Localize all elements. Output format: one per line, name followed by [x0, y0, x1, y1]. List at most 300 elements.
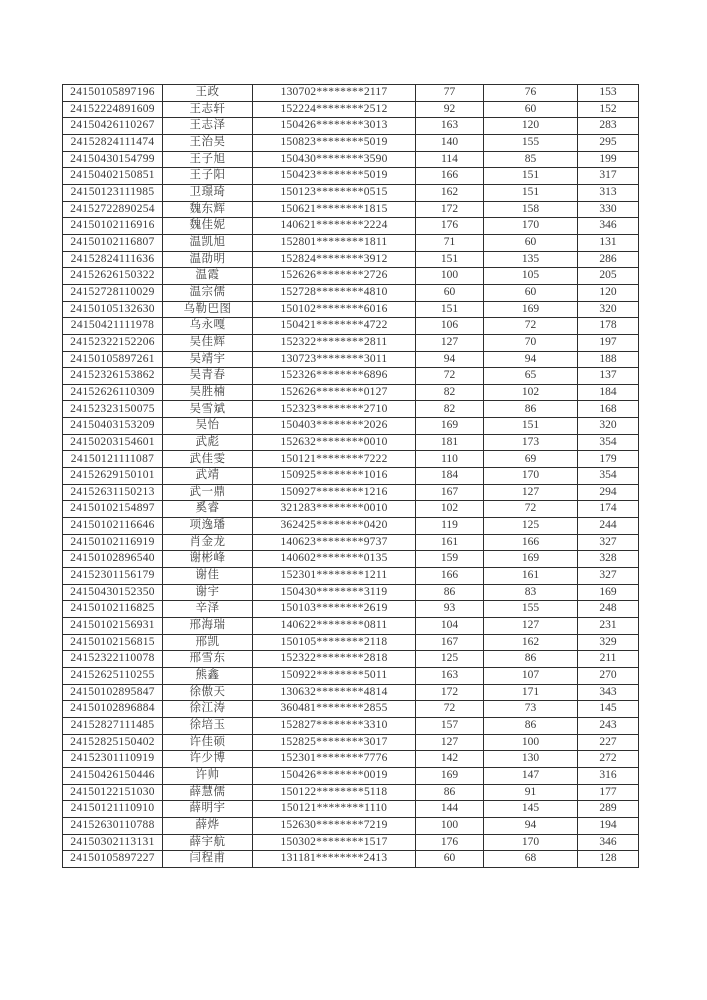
table-row — [63, 534, 639, 551]
table-row — [63, 101, 639, 118]
cell-total: 174 — [578, 501, 639, 518]
cell-id-number: 152630********7219 — [253, 817, 416, 834]
cell-score-2: 130 — [484, 751, 578, 768]
cell-id-number: 150430********3590 — [253, 151, 416, 168]
cell-name: 邢雪东 — [163, 651, 253, 668]
cell-total: 227 — [578, 734, 639, 751]
cell-score-2: 170 — [484, 218, 578, 235]
cell-id-number: 152322********2818 — [253, 651, 416, 668]
score-table — [62, 84, 639, 868]
cell-score-2: 60 — [484, 284, 578, 301]
cell-score-2: 105 — [484, 268, 578, 285]
cell-score-1: 82 — [416, 401, 484, 418]
table-row — [63, 801, 639, 818]
cell-exam-number: 24152626150322 — [63, 268, 163, 285]
cell-score-2: 72 — [484, 501, 578, 518]
cell-name: 王政 — [163, 85, 253, 102]
cell-name: 薛宇航 — [163, 834, 253, 851]
cell-total: 194 — [578, 817, 639, 834]
cell-id-number: 150426********3013 — [253, 118, 416, 135]
cell-id-number: 150927********1216 — [253, 484, 416, 501]
cell-score-2: 171 — [484, 684, 578, 701]
cell-total: 184 — [578, 384, 639, 401]
cell-id-number: 150426********0019 — [253, 767, 416, 784]
cell-score-2: 86 — [484, 401, 578, 418]
cell-score-2: 86 — [484, 651, 578, 668]
cell-exam-number: 24152827111485 — [63, 717, 163, 734]
cell-id-number: 152326********6896 — [253, 368, 416, 385]
cell-id-number: 152301********7776 — [253, 751, 416, 768]
cell-total: 346 — [578, 834, 639, 851]
cell-score-2: 151 — [484, 418, 578, 435]
cell-score-2: 151 — [484, 184, 578, 201]
cell-id-number: 131181********2413 — [253, 851, 416, 868]
cell-score-2: 60 — [484, 101, 578, 118]
cell-name: 武彪 — [163, 434, 253, 451]
cell-total: 137 — [578, 368, 639, 385]
cell-score-2: 170 — [484, 834, 578, 851]
cell-score-2: 161 — [484, 568, 578, 585]
cell-exam-number: 24152322110078 — [63, 651, 163, 668]
table-row — [63, 184, 639, 201]
cell-name: 吴怡 — [163, 418, 253, 435]
table-row — [63, 384, 639, 401]
cell-total: 177 — [578, 784, 639, 801]
table-row — [63, 834, 639, 851]
cell-score-2: 155 — [484, 601, 578, 618]
cell-total: 169 — [578, 584, 639, 601]
table-row — [63, 667, 639, 684]
cell-exam-number: 24150402150851 — [63, 168, 163, 185]
cell-score-1: 77 — [416, 85, 484, 102]
cell-name: 乌勒巴图 — [163, 301, 253, 318]
cell-id-number: 140622********0811 — [253, 618, 416, 635]
table-row — [63, 551, 639, 568]
cell-total: 295 — [578, 134, 639, 151]
cell-score-1: 71 — [416, 234, 484, 251]
cell-exam-number: 24150102116825 — [63, 601, 163, 618]
table-row — [63, 301, 639, 318]
cell-exam-number: 24150203154601 — [63, 434, 163, 451]
cell-score-2: 170 — [484, 468, 578, 485]
cell-name: 薛慧儒 — [163, 784, 253, 801]
cell-score-2: 100 — [484, 734, 578, 751]
cell-exam-number: 24150121111087 — [63, 451, 163, 468]
cell-score-1: 86 — [416, 584, 484, 601]
cell-id-number: 321283********0010 — [253, 501, 416, 518]
cell-name: 温霞 — [163, 268, 253, 285]
cell-id-number: 152824********3912 — [253, 251, 416, 268]
cell-name: 谢佳 — [163, 568, 253, 585]
cell-total: 270 — [578, 667, 639, 684]
cell-total: 188 — [578, 351, 639, 368]
cell-name: 奚睿 — [163, 501, 253, 518]
cell-id-number: 152626********0127 — [253, 384, 416, 401]
cell-exam-number: 24150105897261 — [63, 351, 163, 368]
cell-score-2: 76 — [484, 85, 578, 102]
cell-score-1: 86 — [416, 784, 484, 801]
cell-score-2: 166 — [484, 534, 578, 551]
cell-id-number: 150403********2026 — [253, 418, 416, 435]
cell-exam-number: 24152825150402 — [63, 734, 163, 751]
cell-score-1: 72 — [416, 368, 484, 385]
cell-total: 317 — [578, 168, 639, 185]
cell-score-2: 169 — [484, 551, 578, 568]
cell-exam-number: 24150121110910 — [63, 801, 163, 818]
cell-exam-number: 24150102116919 — [63, 534, 163, 551]
cell-name: 谢宇 — [163, 584, 253, 601]
cell-score-2: 60 — [484, 234, 578, 251]
cell-name: 徐傲天 — [163, 684, 253, 701]
cell-score-1: 163 — [416, 118, 484, 135]
table-row — [63, 134, 639, 151]
cell-score-2: 65 — [484, 368, 578, 385]
cell-score-1: 172 — [416, 201, 484, 218]
cell-id-number: 130632********4814 — [253, 684, 416, 701]
cell-exam-number: 24150102895847 — [63, 684, 163, 701]
cell-exam-number: 24150102896540 — [63, 551, 163, 568]
table-row — [63, 368, 639, 385]
cell-exam-number: 24152630110788 — [63, 817, 163, 834]
cell-score-2: 147 — [484, 767, 578, 784]
cell-score-2: 151 — [484, 168, 578, 185]
table-row — [63, 118, 639, 135]
cell-score-1: 159 — [416, 551, 484, 568]
cell-name: 吴青春 — [163, 368, 253, 385]
cell-score-1: 100 — [416, 817, 484, 834]
table-row — [63, 518, 639, 535]
cell-score-2: 135 — [484, 251, 578, 268]
cell-id-number: 130723********3011 — [253, 351, 416, 368]
cell-name: 许少博 — [163, 751, 253, 768]
table-row — [63, 618, 639, 635]
table-row — [63, 151, 639, 168]
cell-total: 179 — [578, 451, 639, 468]
table-row — [63, 568, 639, 585]
cell-name: 邢海瑞 — [163, 618, 253, 635]
cell-score-1: 92 — [416, 101, 484, 118]
table-row — [63, 817, 639, 834]
cell-exam-number: 24152224891609 — [63, 101, 163, 118]
cell-exam-number: 24150102156815 — [63, 634, 163, 651]
table-row — [63, 468, 639, 485]
cell-name: 熊鑫 — [163, 667, 253, 684]
table-row — [63, 434, 639, 451]
table-row — [63, 401, 639, 418]
cell-score-1: 140 — [416, 134, 484, 151]
cell-exam-number: 24152326153862 — [63, 368, 163, 385]
score-table-body — [63, 85, 639, 868]
cell-score-2: 155 — [484, 134, 578, 151]
cell-score-1: 167 — [416, 634, 484, 651]
cell-total: 145 — [578, 701, 639, 718]
cell-score-2: 94 — [484, 351, 578, 368]
table-row — [63, 351, 639, 368]
cell-exam-number: 24150102116916 — [63, 218, 163, 235]
cell-exam-number: 24152322152206 — [63, 334, 163, 351]
cell-total: 248 — [578, 601, 639, 618]
cell-name: 闫程甫 — [163, 851, 253, 868]
cell-score-2: 120 — [484, 118, 578, 135]
cell-score-2: 158 — [484, 201, 578, 218]
cell-exam-number: 24152323150075 — [63, 401, 163, 418]
cell-score-1: 127 — [416, 734, 484, 751]
cell-name: 吴雪斌 — [163, 401, 253, 418]
cell-exam-number: 24150105132630 — [63, 301, 163, 318]
cell-exam-number: 24152824111474 — [63, 134, 163, 151]
cell-id-number: 140623********9737 — [253, 534, 416, 551]
cell-total: 231 — [578, 618, 639, 635]
cell-name: 王志轩 — [163, 101, 253, 118]
cell-name: 许帅 — [163, 767, 253, 784]
cell-score-1: 169 — [416, 767, 484, 784]
cell-total: 329 — [578, 634, 639, 651]
table-row — [63, 234, 639, 251]
cell-exam-number: 24150105897196 — [63, 85, 163, 102]
cell-score-2: 85 — [484, 151, 578, 168]
table-row — [63, 318, 639, 335]
cell-score-1: 104 — [416, 618, 484, 635]
cell-score-1: 157 — [416, 717, 484, 734]
cell-total: 354 — [578, 468, 639, 485]
cell-id-number: 152323********2710 — [253, 401, 416, 418]
table-row — [63, 501, 639, 518]
cell-name: 魏东辉 — [163, 201, 253, 218]
cell-score-2: 86 — [484, 717, 578, 734]
cell-name: 邢凯 — [163, 634, 253, 651]
cell-total: 153 — [578, 85, 639, 102]
cell-id-number: 152626********2726 — [253, 268, 416, 285]
table-row — [63, 201, 639, 218]
cell-id-number: 152825********3017 — [253, 734, 416, 751]
cell-exam-number: 24150302113131 — [63, 834, 163, 851]
cell-score-1: 176 — [416, 218, 484, 235]
cell-score-2: 70 — [484, 334, 578, 351]
cell-exam-number: 24150421111978 — [63, 318, 163, 335]
table-row — [63, 218, 639, 235]
table-row — [63, 601, 639, 618]
cell-score-2: 125 — [484, 518, 578, 535]
cell-total: 286 — [578, 251, 639, 268]
cell-exam-number: 24150102896884 — [63, 701, 163, 718]
cell-id-number: 152224********2512 — [253, 101, 416, 118]
cell-name: 武一鼎 — [163, 484, 253, 501]
cell-score-1: 106 — [416, 318, 484, 335]
cell-id-number: 150823********5019 — [253, 134, 416, 151]
table-row — [63, 717, 639, 734]
cell-total: 327 — [578, 534, 639, 551]
cell-exam-number: 24150122151030 — [63, 784, 163, 801]
cell-exam-number: 24152722890254 — [63, 201, 163, 218]
cell-score-1: 82 — [416, 384, 484, 401]
cell-exam-number: 24152301156179 — [63, 568, 163, 585]
cell-total: 316 — [578, 767, 639, 784]
cell-total: 313 — [578, 184, 639, 201]
cell-score-2: 127 — [484, 618, 578, 635]
cell-score-1: 166 — [416, 568, 484, 585]
cell-total: 244 — [578, 518, 639, 535]
cell-id-number: 140621********2224 — [253, 218, 416, 235]
cell-id-number: 150421********4722 — [253, 318, 416, 335]
cell-score-1: 72 — [416, 701, 484, 718]
cell-score-2: 68 — [484, 851, 578, 868]
cell-total: 197 — [578, 334, 639, 351]
table-row — [63, 168, 639, 185]
cell-id-number: 152322********2811 — [253, 334, 416, 351]
cell-id-number: 150430********3119 — [253, 584, 416, 601]
cell-name: 温凯旭 — [163, 234, 253, 251]
cell-name: 谢彬峰 — [163, 551, 253, 568]
cell-name: 许佳硕 — [163, 734, 253, 751]
table-row — [63, 751, 639, 768]
cell-score-2: 94 — [484, 817, 578, 834]
cell-total: 328 — [578, 551, 639, 568]
cell-total: 152 — [578, 101, 639, 118]
cell-name: 辛泽 — [163, 601, 253, 618]
table-row — [63, 484, 639, 501]
cell-exam-number: 24152301110919 — [63, 751, 163, 768]
cell-id-number: 150122********5118 — [253, 784, 416, 801]
cell-name: 薛明宇 — [163, 801, 253, 818]
cell-score-1: 166 — [416, 168, 484, 185]
cell-total: 211 — [578, 651, 639, 668]
cell-name: 温劭明 — [163, 251, 253, 268]
cell-exam-number: 24150123111985 — [63, 184, 163, 201]
cell-total: 343 — [578, 684, 639, 701]
cell-name: 吴靖宇 — [163, 351, 253, 368]
table-row — [63, 418, 639, 435]
cell-id-number: 150103********2619 — [253, 601, 416, 618]
cell-total: 128 — [578, 851, 639, 868]
table-row — [63, 851, 639, 868]
cell-total: 243 — [578, 717, 639, 734]
cell-total: 289 — [578, 801, 639, 818]
cell-exam-number: 24150403153209 — [63, 418, 163, 435]
cell-name: 项逸璠 — [163, 518, 253, 535]
cell-score-1: 142 — [416, 751, 484, 768]
cell-name: 王子旭 — [163, 151, 253, 168]
cell-name: 武佳雯 — [163, 451, 253, 468]
table-row — [63, 634, 639, 651]
table-row — [63, 767, 639, 784]
cell-score-1: 93 — [416, 601, 484, 618]
table-row — [63, 251, 639, 268]
cell-id-number: 152801********1811 — [253, 234, 416, 251]
cell-score-1: 181 — [416, 434, 484, 451]
cell-score-1: 161 — [416, 534, 484, 551]
cell-id-number: 360481********2855 — [253, 701, 416, 718]
cell-name: 王治昊 — [163, 134, 253, 151]
table-row — [63, 268, 639, 285]
cell-exam-number: 24150102154897 — [63, 501, 163, 518]
cell-score-2: 169 — [484, 301, 578, 318]
cell-exam-number: 24152824111636 — [63, 251, 163, 268]
table-row — [63, 684, 639, 701]
cell-total: 346 — [578, 218, 639, 235]
cell-name: 魏佳妮 — [163, 218, 253, 235]
cell-score-1: 102 — [416, 501, 484, 518]
cell-id-number: 150925********1016 — [253, 468, 416, 485]
cell-score-2: 107 — [484, 667, 578, 684]
cell-exam-number: 24150102116646 — [63, 518, 163, 535]
cell-score-2: 83 — [484, 584, 578, 601]
cell-name: 王子阳 — [163, 168, 253, 185]
cell-score-1: 100 — [416, 268, 484, 285]
cell-name: 吴佳辉 — [163, 334, 253, 351]
table-row — [63, 584, 639, 601]
cell-score-2: 72 — [484, 318, 578, 335]
cell-score-1: 162 — [416, 184, 484, 201]
cell-score-1: 163 — [416, 667, 484, 684]
table-row — [63, 451, 639, 468]
cell-score-2: 69 — [484, 451, 578, 468]
cell-exam-number: 24152625110255 — [63, 667, 163, 684]
cell-total: 354 — [578, 434, 639, 451]
cell-id-number: 150621********1815 — [253, 201, 416, 218]
cell-exam-number: 24152626110309 — [63, 384, 163, 401]
cell-total: 320 — [578, 418, 639, 435]
cell-score-1: 151 — [416, 251, 484, 268]
cell-score-2: 173 — [484, 434, 578, 451]
cell-score-1: 127 — [416, 334, 484, 351]
cell-id-number: 150922********5011 — [253, 667, 416, 684]
cell-id-number: 150105********2118 — [253, 634, 416, 651]
cell-score-1: 60 — [416, 851, 484, 868]
cell-exam-number: 24150426110267 — [63, 118, 163, 135]
cell-score-2: 127 — [484, 484, 578, 501]
cell-total: 283 — [578, 118, 639, 135]
cell-id-number: 362425********0420 — [253, 518, 416, 535]
cell-exam-number: 24152629150101 — [63, 468, 163, 485]
cell-score-1: 151 — [416, 301, 484, 318]
table-row — [63, 85, 639, 102]
table-row — [63, 701, 639, 718]
cell-id-number: 150102********6016 — [253, 301, 416, 318]
cell-id-number: 152301********1211 — [253, 568, 416, 585]
cell-total: 320 — [578, 301, 639, 318]
cell-exam-number: 24152631150213 — [63, 484, 163, 501]
cell-id-number: 150302********1517 — [253, 834, 416, 851]
cell-score-2: 91 — [484, 784, 578, 801]
cell-score-1: 119 — [416, 518, 484, 535]
cell-exam-number: 24150102156931 — [63, 618, 163, 635]
cell-total: 272 — [578, 751, 639, 768]
cell-id-number: 150121********7222 — [253, 451, 416, 468]
cell-score-2: 145 — [484, 801, 578, 818]
table-row — [63, 734, 639, 751]
cell-name: 温宗儒 — [163, 284, 253, 301]
cell-score-1: 144 — [416, 801, 484, 818]
cell-name: 乌永嘎 — [163, 318, 253, 335]
cell-exam-number: 24152728110029 — [63, 284, 163, 301]
cell-total: 168 — [578, 401, 639, 418]
cell-score-2: 102 — [484, 384, 578, 401]
cell-id-number: 150123********0515 — [253, 184, 416, 201]
cell-exam-number: 24150430152350 — [63, 584, 163, 601]
cell-name: 卫璟琦 — [163, 184, 253, 201]
cell-score-1: 172 — [416, 684, 484, 701]
table-row — [63, 284, 639, 301]
cell-id-number: 130702********2117 — [253, 85, 416, 102]
cell-id-number: 152827********3310 — [253, 717, 416, 734]
cell-id-number: 140602********0135 — [253, 551, 416, 568]
cell-score-1: 169 — [416, 418, 484, 435]
cell-id-number: 152728********4810 — [253, 284, 416, 301]
cell-score-2: 162 — [484, 634, 578, 651]
cell-exam-number: 24150102116807 — [63, 234, 163, 251]
cell-score-1: 184 — [416, 468, 484, 485]
cell-score-1: 94 — [416, 351, 484, 368]
